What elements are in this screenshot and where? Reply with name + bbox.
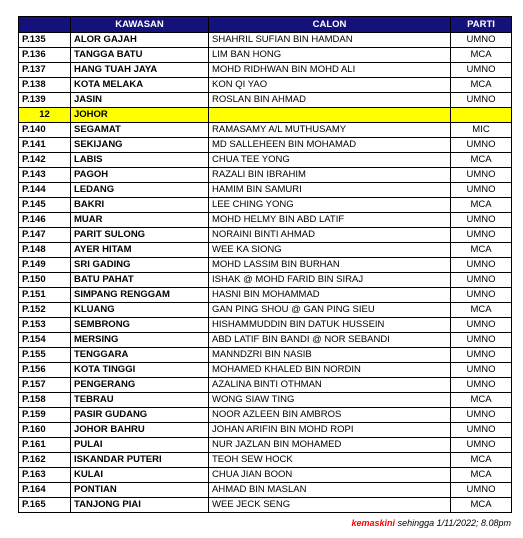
candidate-name: KON QI YAO [209, 78, 451, 93]
header-code [19, 17, 71, 33]
candidate-name: CHUA JIAN BOON [209, 468, 451, 483]
candidate-name: MOHAMED KHALED BIN NORDIN [209, 363, 451, 378]
party: MCA [451, 303, 512, 318]
party: UMNO [451, 483, 512, 498]
seat-name: KULAI [71, 468, 209, 483]
seat-name: TENGGARA [71, 348, 209, 363]
seat-code: P.162 [19, 453, 71, 468]
seat-code: P.140 [19, 123, 71, 138]
candidate-name: SHAHRIL SUFIAN BIN HAMDAN [209, 33, 451, 48]
party: UMNO [451, 348, 512, 363]
seat-name: KOTA TINGGI [71, 363, 209, 378]
seat-code: P.159 [19, 408, 71, 423]
party: UMNO [451, 438, 512, 453]
party: UMNO [451, 183, 512, 198]
seat-code: P.150 [19, 273, 71, 288]
seat-code: P.144 [19, 183, 71, 198]
table-row [19, 423, 512, 438]
seat-name: BAKRI [71, 198, 209, 213]
candidate-name: LEE CHING YONG [209, 198, 451, 213]
candidate-sheet [18, 16, 511, 513]
seat-code: P.135 [19, 33, 71, 48]
table-row [19, 93, 512, 108]
update-note [352, 518, 511, 528]
seat-name: MERSING [71, 333, 209, 348]
seat-code: P.156 [19, 363, 71, 378]
table-row [19, 63, 512, 78]
seat-code: P.158 [19, 393, 71, 408]
seat-code: P.149 [19, 258, 71, 273]
seat-code: P.142 [19, 153, 71, 168]
party: UMNO [451, 33, 512, 48]
table-row [19, 138, 512, 153]
candidate-name: NOOR AZLEEN BIN AMBROS [209, 408, 451, 423]
seat-name: JASIN [71, 93, 209, 108]
candidate-name: TEOH SEW HOCK [209, 453, 451, 468]
party: UMNO [451, 378, 512, 393]
seat-code: P.147 [19, 228, 71, 243]
candidate-name: RAMASAMY A/L MUTHUSAMY [209, 123, 451, 138]
update-time: sehingga 1/11/2022; 8.08pm [397, 518, 511, 528]
candidate-name: WEE KA SIONG [209, 243, 451, 258]
candidate-name: ROSLAN BIN AHMAD [209, 93, 451, 108]
table-row [19, 438, 512, 453]
candidate-name: MOHD HELMY BIN ABD LATIF [209, 213, 451, 228]
party: UMNO [451, 258, 512, 273]
seat-code: P.155 [19, 348, 71, 363]
candidate-name: ABD LATIF BIN BANDI @ NOR SEBANDI [209, 333, 451, 348]
header-kawasan: KAWASAN [71, 17, 209, 33]
candidate-name: LIM BAN HONG [209, 48, 451, 63]
party: UMNO [451, 273, 512, 288]
party: UMNO [451, 168, 512, 183]
seat-code: P.139 [19, 93, 71, 108]
party: UMNO [451, 63, 512, 78]
candidate-name: MD SALLEHEEN BIN MOHAMAD [209, 138, 451, 153]
seat-code: P.154 [19, 333, 71, 348]
seat-code: P.136 [19, 48, 71, 63]
party: UMNO [451, 333, 512, 348]
candidate-name: NORAINI BINTI AHMAD [209, 228, 451, 243]
seat-name: SIMPANG RENGGAM [71, 288, 209, 303]
candidate-name: JOHAN ARIFIN BIN MOHD ROPI [209, 423, 451, 438]
seat-name: KLUANG [71, 303, 209, 318]
seat-name: JOHOR BAHRU [71, 423, 209, 438]
header-row [19, 17, 512, 33]
table-row [19, 498, 512, 513]
seat-name: KOTA MELAKA [71, 78, 209, 93]
table-row [19, 468, 512, 483]
party: MCA [451, 153, 512, 168]
table-row [19, 318, 512, 333]
seat-name: PONTIAN [71, 483, 209, 498]
candidate-name: WONG SIAW TING [209, 393, 451, 408]
seat-name: PENGERANG [71, 378, 209, 393]
candidate-table [18, 16, 512, 513]
party: UMNO [451, 93, 512, 108]
seat-name: BATU PAHAT [71, 273, 209, 288]
table-row [19, 48, 512, 63]
seat-code: P.138 [19, 78, 71, 93]
party: UMNO [451, 213, 512, 228]
party: UMNO [451, 228, 512, 243]
table-row [19, 288, 512, 303]
seat-code: P.165 [19, 498, 71, 513]
seat-code: P.153 [19, 318, 71, 333]
seat-code: P.152 [19, 303, 71, 318]
candidate-name: HASNI BIN MOHAMMAD [209, 288, 451, 303]
seat-code: P.146 [19, 213, 71, 228]
seat-name: PAGOH [71, 168, 209, 183]
seat-code: 12 [19, 108, 71, 123]
table-row [19, 393, 512, 408]
candidate-name: WEE JECK SENG [209, 498, 451, 513]
party: UMNO [451, 363, 512, 378]
header-parti: PARTI [451, 17, 512, 33]
candidate-name: RAZALI BIN IBRAHIM [209, 168, 451, 183]
party: UMNO [451, 423, 512, 438]
seat-code: P.161 [19, 438, 71, 453]
candidate-name: MANNDZRI BIN NASIB [209, 348, 451, 363]
party: MCA [451, 243, 512, 258]
table-row [19, 333, 512, 348]
seat-name: PULAI [71, 438, 209, 453]
party: MCA [451, 498, 512, 513]
table-row [19, 183, 512, 198]
candidate-name: MOHD RIDHWAN BIN MOHD ALI [209, 63, 451, 78]
table-row [19, 258, 512, 273]
seat-name: TANGGA BATU [71, 48, 209, 63]
table-row [19, 33, 512, 48]
party: MCA [451, 198, 512, 213]
candidate-name: ISHAK @ MOHD FARID BIN SIRAJ [209, 273, 451, 288]
seat-code: P.151 [19, 288, 71, 303]
party [451, 108, 512, 123]
seat-name: LABIS [71, 153, 209, 168]
candidate-name: NUR JAZLAN BIN MOHAMED [209, 438, 451, 453]
seat-code: P.160 [19, 423, 71, 438]
seat-code: P.141 [19, 138, 71, 153]
seat-code: P.164 [19, 483, 71, 498]
table-row [19, 168, 512, 183]
party: UMNO [451, 138, 512, 153]
seat-name: MUAR [71, 213, 209, 228]
seat-code: P.163 [19, 468, 71, 483]
party: UMNO [451, 318, 512, 333]
party: MCA [451, 468, 512, 483]
seat-name: LEDANG [71, 183, 209, 198]
table-row [19, 78, 512, 93]
seat-name: ISKANDAR PUTERI [71, 453, 209, 468]
seat-code: P.143 [19, 168, 71, 183]
header-calon: CALON [209, 17, 451, 33]
seat-code: P.137 [19, 63, 71, 78]
table-row [19, 243, 512, 258]
seat-name: ALOR GAJAH [71, 33, 209, 48]
table-row [19, 378, 512, 393]
seat-name: JOHOR [71, 108, 209, 123]
state-row [19, 108, 512, 123]
update-label: kemaskini [351, 518, 396, 528]
seat-code: P.148 [19, 243, 71, 258]
table-row [19, 483, 512, 498]
candidate-name: MOHD LASSIM BIN BURHAN [209, 258, 451, 273]
candidate-name [209, 108, 451, 123]
candidate-name: AZALINA BINTI OTHMAN [209, 378, 451, 393]
seat-code: P.145 [19, 198, 71, 213]
table-row [19, 453, 512, 468]
table-row [19, 123, 512, 138]
seat-name: TANJONG PIAI [71, 498, 209, 513]
seat-code: P.157 [19, 378, 71, 393]
seat-name: SEMBRONG [71, 318, 209, 333]
party: UMNO [451, 288, 512, 303]
party: MIC [451, 123, 512, 138]
candidate-name: CHUA TEE YONG [209, 153, 451, 168]
seat-name: HANG TUAH JAYA [71, 63, 209, 78]
party: MCA [451, 393, 512, 408]
party: MCA [451, 78, 512, 93]
table-body [19, 33, 512, 513]
seat-name: AYER HITAM [71, 243, 209, 258]
table-row [19, 348, 512, 363]
candidate-name: HAMIM BIN SAMURI [209, 183, 451, 198]
table-row [19, 408, 512, 423]
table-row [19, 228, 512, 243]
candidate-name: AHMAD BIN MASLAN [209, 483, 451, 498]
seat-name: SEKIJANG [71, 138, 209, 153]
table-row [19, 198, 512, 213]
table-row [19, 213, 512, 228]
table-row [19, 363, 512, 378]
party: UMNO [451, 408, 512, 423]
candidate-name: GAN PING SHOU @ GAN PING SIEU [209, 303, 451, 318]
seat-name: SEGAMAT [71, 123, 209, 138]
candidate-name: HISHAMMUDDIN BIN DATUK HUSSEIN [209, 318, 451, 333]
table-row [19, 153, 512, 168]
seat-name: PASIR GUDANG [71, 408, 209, 423]
party: MCA [451, 453, 512, 468]
seat-name: PARIT SULONG [71, 228, 209, 243]
table-row [19, 303, 512, 318]
seat-name: SRI GADING [71, 258, 209, 273]
table-row [19, 273, 512, 288]
seat-name: TEBRAU [71, 393, 209, 408]
party: MCA [451, 48, 512, 63]
